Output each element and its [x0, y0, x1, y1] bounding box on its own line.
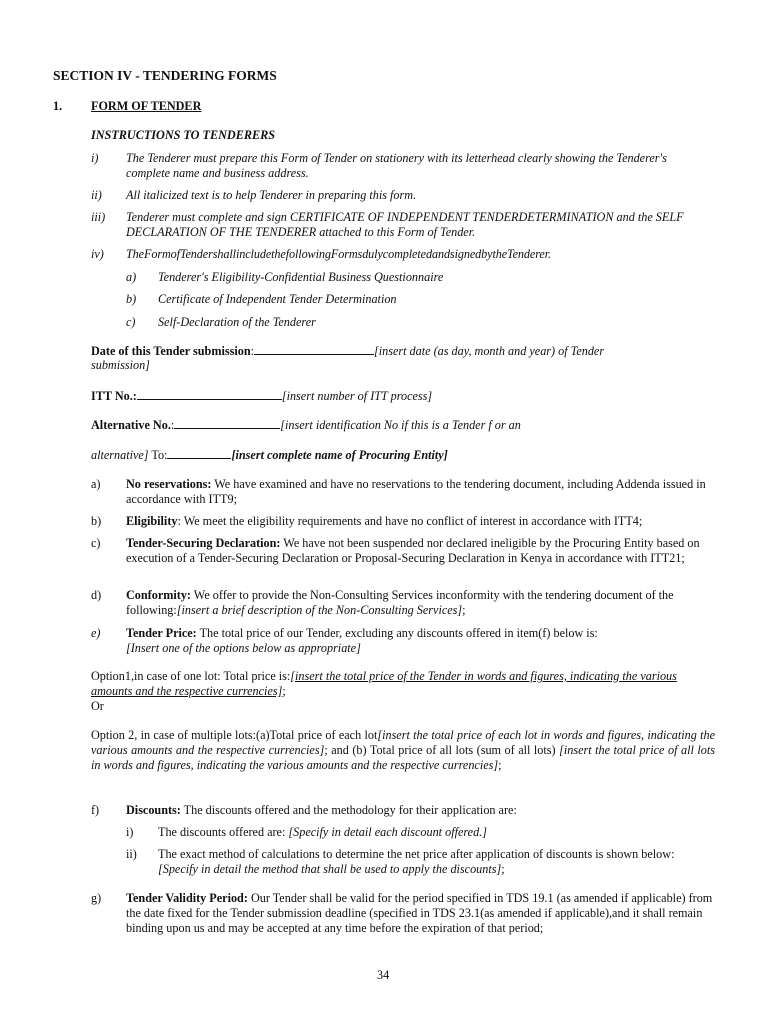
instructions-heading: INSTRUCTIONS TO TENDERERS: [91, 128, 275, 142]
clause-marker: b): [91, 514, 102, 528]
subitem-text: Certificate of Independent Tender Determination: [158, 292, 397, 306]
to-label: To:: [148, 448, 168, 462]
procuring-entity-field: [91, 447, 448, 463]
discount-hint: [Specify in detail each discount offered.]: [288, 825, 487, 839]
option-1-lead: Option1,in case of one lot: Total price is:: [91, 669, 291, 683]
instruction-text: All italicized text is to help Tenderer in preparing this form.: [126, 188, 417, 202]
form-title: FORM OF TENDER: [91, 99, 202, 113]
option-or: Or: [91, 699, 104, 713]
to-hint: [insert complete name of Procuring Entity]: [231, 448, 448, 462]
subitem-text: Self-Declaration of the Tenderer: [158, 315, 316, 329]
subitem-marker: b): [126, 292, 137, 306]
clause-hint: [Insert one of the options below as appropriate]: [126, 641, 361, 655]
option-2: [91, 728, 715, 773]
itt-blank[interactable]: [137, 388, 282, 400]
clause-a: [126, 477, 706, 507]
instruction-text: Tenderer must complete and sign CERTIFICATE OF INDEPENDENT TENDERDETERMINATION and the SELF DECLARATION OF THE TENDERER attached to this Form of Tender.: [126, 210, 684, 239]
clause-e: [126, 626, 706, 656]
instruction-marker: ii): [91, 188, 102, 202]
discount-text: The discounts offered are:: [158, 825, 289, 839]
clause-marker: e): [91, 626, 101, 640]
clause-text: : We meet the eligibility requirements and have no conflict of interest in accordance with ITT4;: [177, 514, 643, 528]
alternative-blank[interactable]: [174, 417, 280, 429]
option-2-mid: ; and (b) Total price of all lots (sum of all lots): [324, 743, 560, 757]
option-1: [91, 669, 716, 714]
itt-label: ITT No.:: [91, 389, 137, 403]
clause-marker: g): [91, 891, 102, 905]
alternative-label: Alternative No.: [91, 418, 171, 432]
instruction-text: The Tenderer must prepare this Form of Tender on stationery with its letterhead clearly showing the Tenderer's complete name and business address.: [126, 151, 667, 180]
clause-text: Our Tender shall be valid for the period specified in TDS 19.1 (as amended if applicable) from the date fixed for the Tender submission deadline (specified in TDS 23.1(as amended if applicable),and it shall remain binding upon us and may be accepted at any time before the expiration of that period;: [126, 891, 713, 935]
clause-heading: Discounts:: [126, 803, 181, 817]
clause-heading: Conformity:: [126, 588, 191, 602]
alternative-colon: :: [170, 418, 175, 432]
date-blank[interactable]: [254, 343, 374, 355]
clause-marker: c): [91, 536, 101, 550]
discount-text: The exact method of calculations to determine the net price after application of discounts is shown below:: [158, 847, 675, 861]
date-colon: :: [250, 344, 254, 358]
clause-heading: Tender Price:: [126, 626, 197, 640]
form-number: 1.: [53, 99, 63, 113]
clause-c: [126, 536, 721, 566]
option-2-lead: Option 2, in case of multiple lots:(a)Total price of each lot: [91, 728, 378, 742]
instruction-marker: iv): [91, 247, 104, 261]
clause-heading: Eligibility: [126, 514, 178, 528]
date-hint: [insert date (as day, month and year) of Tender: [374, 344, 605, 358]
discount-item: [158, 847, 688, 877]
section-title: SECTION IV - TENDERING FORMS: [53, 68, 277, 83]
alternative-hint-cont: alternative]: [91, 448, 149, 462]
instruction-text: TheFormofTendershallincludethefollowingFormsdulycompletedandsignedbytheTenderer.: [126, 247, 551, 261]
option-2-tail: ;: [498, 758, 502, 772]
date-field: [91, 343, 691, 359]
option-2-hint-1: [insert the total price of each lot in words and figures, indicating the various amounts and the respective currencies]: [91, 728, 715, 757]
alternative-field: [91, 417, 521, 433]
clause-marker: d): [91, 588, 102, 602]
clause-text: We have not been suspended nor declared ineligible by the Procuring Entity based on execution of a Tender-Securing Declaration or Proposal-Securing Declaration in Kenya in accordance with ITT21;: [126, 536, 700, 565]
discount-marker: ii): [126, 847, 137, 861]
option-1-tail: ;: [282, 684, 286, 698]
clause-heading: No reservations:: [126, 477, 212, 491]
clause-b: [126, 514, 736, 529]
clause-g: [126, 891, 718, 936]
alternative-hint: [insert identification No if this is a Tender f or an: [280, 418, 521, 432]
clause-marker: a): [91, 477, 101, 491]
clause-heading: Tender-Securing Declaration:: [126, 536, 281, 550]
clause-hint: [insert a brief description of the Non-Consulting Services]: [176, 603, 463, 617]
subitem-marker: c): [126, 315, 136, 329]
subitem-text: Tenderer's Eligibility-Confidential Business Questionnaire: [158, 270, 444, 284]
itt-field: [91, 388, 432, 404]
clause-tail: ;: [462, 603, 466, 617]
discount-tail: ;: [501, 862, 505, 876]
clause-heading: Tender Validity Period:: [126, 891, 248, 905]
discount-marker: i): [126, 825, 134, 839]
clause-text: The total price of our Tender, excluding any discounts offered in item(f) below is:: [196, 626, 598, 640]
itt-hint: [insert number of ITT process]: [281, 389, 433, 403]
date-hint-cont: submission]: [91, 358, 150, 372]
option-1-hint: [insert the total price of the Tender in words and figures, indicating the various amounts and the respective currencies]: [91, 669, 677, 698]
clause-f: [126, 803, 716, 818]
discount-hint: [Specify in detail the method that shall be used to apply the discounts]: [158, 862, 502, 876]
to-blank[interactable]: [167, 447, 231, 459]
clause-marker: f): [91, 803, 100, 817]
instruction-marker: iii): [91, 210, 106, 224]
clause-d: [126, 588, 686, 618]
discount-item: [158, 825, 713, 840]
date-label: Date of this Tender submission: [91, 344, 251, 358]
subitem-marker: a): [126, 270, 137, 284]
clause-text: We have examined and have no reservations to the tendering document, including Addenda issued in accordance with ITT9;: [126, 477, 706, 506]
page-number: 34: [377, 968, 390, 982]
clause-text: The discounts offered and the methodology for their application are:: [180, 803, 517, 817]
instruction-marker: i): [91, 151, 99, 165]
clause-text: We offer to provide the Non-Consulting Services inconformity with the tendering document of the following:: [126, 588, 674, 617]
option-2-hint-2: [insert the total price of all lots in words and figures, indicating the various amounts and the respective currencies]: [91, 743, 715, 772]
